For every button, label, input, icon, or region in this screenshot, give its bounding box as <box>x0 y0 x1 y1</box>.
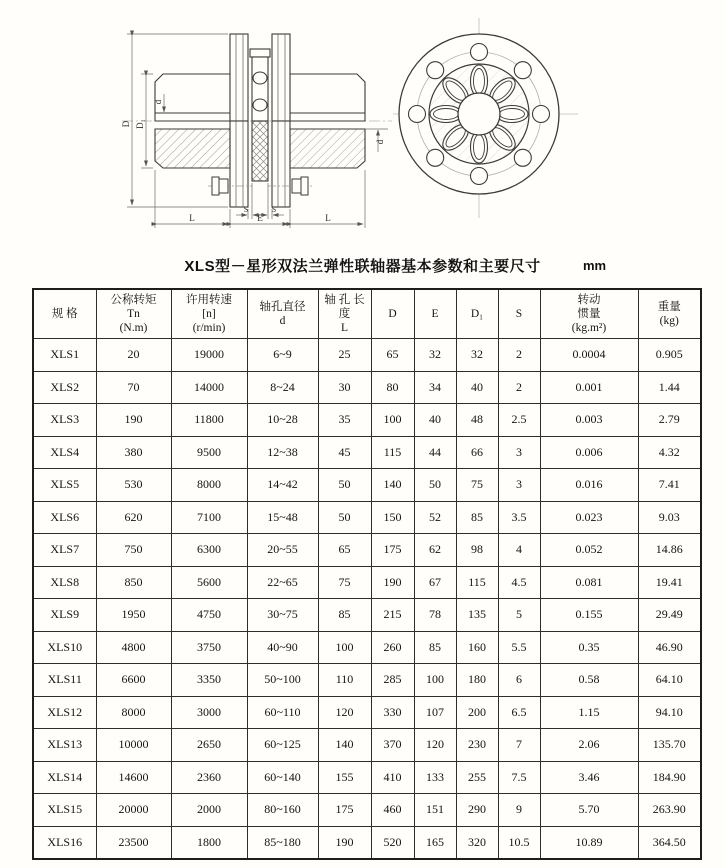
cell-inertia: 0.016 <box>540 469 638 502</box>
cell-spec: XLS5 <box>33 469 96 502</box>
cell-length-l: 25 <box>318 339 371 372</box>
cell-dim-d1: 32 <box>456 339 498 372</box>
cell-speed: 6300 <box>171 534 247 567</box>
cell-speed: 9500 <box>171 436 247 469</box>
page-title: XLS型－星形双法兰弹性联轴器基本参数和主要尺寸 <box>184 258 541 275</box>
cell-spec: XLS6 <box>33 501 96 534</box>
cell-weight: 94.10 <box>638 696 701 729</box>
cell-dim-d: 175 <box>371 534 414 567</box>
cell-torque: 380 <box>96 436 171 469</box>
table-row <box>33 566 701 599</box>
cell-inertia: 0.081 <box>540 566 638 599</box>
cell-bore-d: 6~9 <box>247 339 318 372</box>
right-flange-plate-top <box>272 34 290 121</box>
cell-weight: 4.32 <box>638 436 701 469</box>
cell-dim-s: 7 <box>498 729 540 762</box>
cell-spec: XLS16 <box>33 826 96 859</box>
cell-dim-s: 5 <box>498 599 540 632</box>
cell-dim-e: 165 <box>414 826 456 859</box>
cell-dim-d1: 290 <box>456 794 498 827</box>
cell-dim-d: 370 <box>371 729 414 762</box>
cell-dim-d1: 48 <box>456 404 498 437</box>
cell-inertia: 5.70 <box>540 794 638 827</box>
cell-bore-d: 60~110 <box>247 696 318 729</box>
right-hub-top <box>290 74 365 121</box>
cell-dim-s: 6 <box>498 664 540 697</box>
cell-inertia: 0.006 <box>540 436 638 469</box>
cell-weight: 19.41 <box>638 566 701 599</box>
cell-dim-d1: 40 <box>456 371 498 404</box>
cell-dim-s: 2.5 <box>498 404 540 437</box>
cell-torque: 620 <box>96 501 171 534</box>
column-header-dim-d1: D₁ <box>456 289 498 339</box>
cell-dim-d1: 160 <box>456 631 498 664</box>
cell-speed: 7100 <box>171 501 247 534</box>
cell-spec: XLS9 <box>33 599 96 632</box>
cell-torque: 4800 <box>96 631 171 664</box>
cell-inertia: 0.023 <box>540 501 638 534</box>
cell-speed: 8000 <box>171 469 247 502</box>
cell-weight: 135.70 <box>638 729 701 762</box>
cell-dim-e: 85 <box>414 631 456 664</box>
cell-bore-d: 80~160 <box>247 794 318 827</box>
dim-label-L-left: L <box>189 213 195 223</box>
column-header-inertia: 转动 惯量 (kg.m²) <box>540 289 638 339</box>
cell-dim-e: 40 <box>414 404 456 437</box>
cell-dim-d1: 200 <box>456 696 498 729</box>
cell-spec: XLS2 <box>33 371 96 404</box>
cell-torque: 8000 <box>96 696 171 729</box>
cell-dim-e: 50 <box>414 469 456 502</box>
table-row <box>33 631 701 664</box>
cell-length-l: 110 <box>318 664 371 697</box>
cell-inertia: 3.46 <box>540 761 638 794</box>
cell-torque: 6600 <box>96 664 171 697</box>
cell-speed: 19000 <box>171 339 247 372</box>
cell-dim-e: 67 <box>414 566 456 599</box>
cell-dim-e: 120 <box>414 729 456 762</box>
cell-dim-e: 151 <box>414 794 456 827</box>
right-hub-section <box>290 129 365 168</box>
cell-dim-s: 3 <box>498 469 540 502</box>
cell-bore-d: 12~38 <box>247 436 318 469</box>
table-row <box>33 436 701 469</box>
column-header-dim-d: D <box>371 289 414 339</box>
cell-torque: 70 <box>96 371 171 404</box>
cell-length-l: 155 <box>318 761 371 794</box>
cell-spec: XLS13 <box>33 729 96 762</box>
cell-dim-e: 107 <box>414 696 456 729</box>
cell-weight: 2.79 <box>638 404 701 437</box>
cell-dim-d: 460 <box>371 794 414 827</box>
cell-speed: 5600 <box>171 566 247 599</box>
dim-label-S-right: S <box>271 205 277 214</box>
cell-length-l: 75 <box>318 566 371 599</box>
cell-inertia: 1.15 <box>540 696 638 729</box>
cell-speed: 2360 <box>171 761 247 794</box>
cell-dim-e: 52 <box>414 501 456 534</box>
cell-dim-d: 80 <box>371 371 414 404</box>
cell-length-l: 35 <box>318 404 371 437</box>
drawings-area <box>0 0 725 250</box>
dim-label-L-right: L <box>325 213 331 223</box>
cell-spec: XLS15 <box>33 794 96 827</box>
cell-spec: XLS12 <box>33 696 96 729</box>
cell-speed: 11800 <box>171 404 247 437</box>
cell-inertia: 0.58 <box>540 664 638 697</box>
cell-dim-d1: 75 <box>456 469 498 502</box>
header-row <box>33 289 701 339</box>
cell-length-l: 85 <box>318 599 371 632</box>
cell-torque: 23500 <box>96 826 171 859</box>
cell-dim-d1: 135 <box>456 599 498 632</box>
cell-speed: 1800 <box>171 826 247 859</box>
cell-bore-d: 15~48 <box>247 501 318 534</box>
cell-dim-e: 100 <box>414 664 456 697</box>
cell-dim-d1: 98 <box>456 534 498 567</box>
section-view-drawing <box>120 18 396 236</box>
cell-weight: 46.90 <box>638 631 701 664</box>
cell-weight: 1.44 <box>638 371 701 404</box>
cell-spec: XLS10 <box>33 631 96 664</box>
cell-dim-d: 140 <box>371 469 414 502</box>
table-row <box>33 761 701 794</box>
column-header-speed: 许用转速 [n] (r/min) <box>171 289 247 339</box>
cell-bore-d: 20~55 <box>247 534 318 567</box>
dim-label-d-left: d <box>153 99 163 105</box>
center-bore-circle <box>458 93 500 135</box>
table-row <box>33 696 701 729</box>
cell-dim-e: 32 <box>414 339 456 372</box>
cell-bore-d: 60~125 <box>247 729 318 762</box>
cell-inertia: 10.89 <box>540 826 638 859</box>
cell-torque: 20 <box>96 339 171 372</box>
cell-inertia: 0.001 <box>540 371 638 404</box>
cell-spec: XLS3 <box>33 404 96 437</box>
cell-bore-d: 8~24 <box>247 371 318 404</box>
cell-speed: 14000 <box>171 371 247 404</box>
table-row <box>33 794 701 827</box>
table-row <box>33 599 701 632</box>
spec-table <box>32 288 702 860</box>
cell-length-l: 140 <box>318 729 371 762</box>
spec-table-head <box>33 289 701 339</box>
left-flange-plate-top <box>230 34 248 121</box>
element-detail-2 <box>253 99 267 111</box>
cell-weight: 7.41 <box>638 469 701 502</box>
dim-label-E: E <box>257 213 263 223</box>
cell-weight: 0.905 <box>638 339 701 372</box>
table-row <box>33 371 701 404</box>
cell-weight: 9.03 <box>638 501 701 534</box>
cell-dim-e: 34 <box>414 371 456 404</box>
cell-dim-d: 285 <box>371 664 414 697</box>
cell-bore-d: 40~90 <box>247 631 318 664</box>
cell-dim-d: 115 <box>371 436 414 469</box>
cell-dim-d: 215 <box>371 599 414 632</box>
center-element-cap <box>250 49 270 57</box>
cell-dim-s: 3.5 <box>498 501 540 534</box>
cell-torque: 850 <box>96 566 171 599</box>
cell-torque: 530 <box>96 469 171 502</box>
column-header-dim-s: S <box>498 289 540 339</box>
table-row <box>33 534 701 567</box>
cell-dim-d: 100 <box>371 404 414 437</box>
left-flange-plate-bottom <box>230 121 248 207</box>
cell-weight: 64.10 <box>638 664 701 697</box>
dim-label-D1: D₁ <box>135 119 145 129</box>
cell-bore-d: 10~28 <box>247 404 318 437</box>
cell-dim-s: 2 <box>498 339 540 372</box>
cell-dim-s: 10.5 <box>498 826 540 859</box>
cell-bore-d: 30~75 <box>247 599 318 632</box>
cell-dim-s: 5.5 <box>498 631 540 664</box>
cell-torque: 20000 <box>96 794 171 827</box>
cell-spec: XLS14 <box>33 761 96 794</box>
cell-dim-d: 330 <box>371 696 414 729</box>
cell-torque: 14600 <box>96 761 171 794</box>
cell-speed: 3350 <box>171 664 247 697</box>
cell-length-l: 190 <box>318 826 371 859</box>
right-flange-plate-bottom <box>272 121 290 207</box>
cell-length-l: 50 <box>318 501 371 534</box>
cell-speed: 3750 <box>171 631 247 664</box>
cell-dim-s: 6.5 <box>498 696 540 729</box>
table-row <box>33 404 701 437</box>
cell-dim-s: 2 <box>498 371 540 404</box>
cell-spec: XLS1 <box>33 339 96 372</box>
cell-weight: 364.50 <box>638 826 701 859</box>
table-row <box>33 501 701 534</box>
left-hub-section <box>155 129 230 168</box>
cell-dim-d: 190 <box>371 566 414 599</box>
cell-speed: 4750 <box>171 599 247 632</box>
cell-weight: 29.49 <box>638 599 701 632</box>
column-header-length-l: 轴 孔 长 度 L <box>318 289 371 339</box>
cell-dim-e: 62 <box>414 534 456 567</box>
table-row <box>33 664 701 697</box>
cell-dim-d: 150 <box>371 501 414 534</box>
cell-dim-d: 65 <box>371 339 414 372</box>
column-header-bore-d: 轴孔直径 d <box>247 289 318 339</box>
cell-dim-d1: 230 <box>456 729 498 762</box>
cell-bore-d: 14~42 <box>247 469 318 502</box>
cell-bore-d: 22~65 <box>247 566 318 599</box>
cell-torque: 190 <box>96 404 171 437</box>
cell-length-l: 175 <box>318 794 371 827</box>
cell-bore-d: 50~100 <box>247 664 318 697</box>
cell-torque: 750 <box>96 534 171 567</box>
table-row <box>33 729 701 762</box>
dim-label-S-left: S <box>243 205 249 214</box>
cell-dim-d: 410 <box>371 761 414 794</box>
column-header-spec: 规 格 <box>33 289 96 339</box>
cell-dim-d: 260 <box>371 631 414 664</box>
cell-spec: XLS4 <box>33 436 96 469</box>
cell-spec: XLS11 <box>33 664 96 697</box>
cell-inertia: 0.003 <box>540 404 638 437</box>
cell-length-l: 120 <box>318 696 371 729</box>
cell-speed: 2000 <box>171 794 247 827</box>
cell-dim-d1: 115 <box>456 566 498 599</box>
cell-weight: 14.86 <box>638 534 701 567</box>
cell-speed: 2650 <box>171 729 247 762</box>
title-row <box>0 255 725 279</box>
cell-dim-d: 520 <box>371 826 414 859</box>
unit-label: mm <box>583 258 607 273</box>
cell-dim-d1: 320 <box>456 826 498 859</box>
cell-dim-d1: 180 <box>456 664 498 697</box>
cell-inertia: 0.0004 <box>540 339 638 372</box>
element-detail-1 <box>253 72 267 84</box>
cell-dim-e: 44 <box>414 436 456 469</box>
front-view-drawing <box>393 18 578 218</box>
cell-inertia: 0.155 <box>540 599 638 632</box>
cell-length-l: 45 <box>318 436 371 469</box>
column-header-weight: 重量 (kg) <box>638 289 701 339</box>
cell-weight: 263.90 <box>638 794 701 827</box>
cell-dim-d1: 85 <box>456 501 498 534</box>
cell-inertia: 2.06 <box>540 729 638 762</box>
table-row <box>33 826 701 859</box>
cell-torque: 1950 <box>96 599 171 632</box>
cell-inertia: 0.35 <box>540 631 638 664</box>
cell-length-l: 50 <box>318 469 371 502</box>
cell-inertia: 0.052 <box>540 534 638 567</box>
cell-speed: 3000 <box>171 696 247 729</box>
cell-spec: XLS8 <box>33 566 96 599</box>
cell-dim-s: 3 <box>498 436 540 469</box>
cell-dim-s: 9 <box>498 794 540 827</box>
cell-torque: 10000 <box>96 729 171 762</box>
cell-dim-e: 133 <box>414 761 456 794</box>
spec-table-body <box>33 339 701 860</box>
cell-dim-d1: 255 <box>456 761 498 794</box>
cell-length-l: 65 <box>318 534 371 567</box>
cell-bore-d: 60~140 <box>247 761 318 794</box>
column-header-torque: 公称转矩 Tn (N.m) <box>96 289 171 339</box>
cell-dim-d1: 66 <box>456 436 498 469</box>
cell-length-l: 100 <box>318 631 371 664</box>
left-hub-top <box>155 74 230 121</box>
center-element-section <box>252 121 268 181</box>
column-header-dim-e: E <box>414 289 456 339</box>
table-row <box>33 469 701 502</box>
table-row <box>33 339 701 372</box>
cell-bore-d: 85~180 <box>247 826 318 859</box>
cell-dim-s: 4 <box>498 534 540 567</box>
cell-weight: 184.90 <box>638 761 701 794</box>
cell-dim-s: 7.5 <box>498 761 540 794</box>
dim-label-D: D <box>121 120 131 128</box>
dim-label-d-right: d <box>375 139 385 145</box>
cell-dim-e: 78 <box>414 599 456 632</box>
cell-spec: XLS7 <box>33 534 96 567</box>
cell-length-l: 30 <box>318 371 371 404</box>
cell-dim-s: 4.5 <box>498 566 540 599</box>
